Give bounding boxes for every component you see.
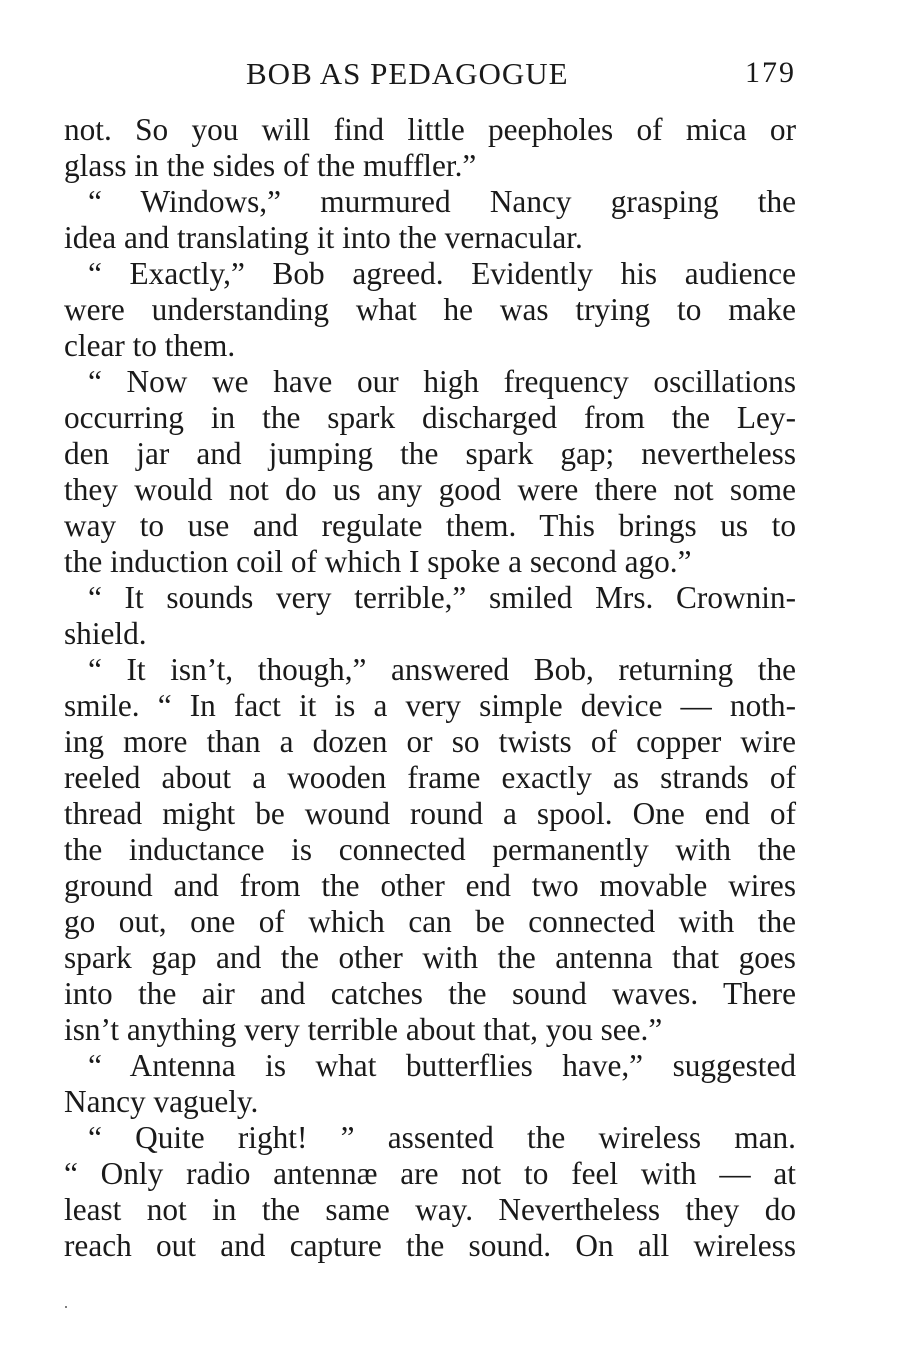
text-line: “ It isn’t, though,” answered Bob, returning the bbox=[88, 652, 796, 687]
text-line: the induction coil of which I spoke a second ago.” bbox=[64, 544, 692, 579]
text-line: reach out and capture the sound. On all wireless bbox=[64, 1228, 796, 1263]
text-line: occurring in the spark discharged from the Ley- bbox=[64, 400, 796, 435]
text-line: thread might be wound round a spool. One end of bbox=[64, 796, 796, 831]
text-line: “ Antenna is what butterflies have,” suggested bbox=[88, 1048, 796, 1083]
page-number: 179 bbox=[745, 56, 796, 89]
text-line: “ Now we have our high frequency oscillations bbox=[88, 364, 796, 399]
text-line: idea and translating it into the vernacular. bbox=[64, 220, 583, 255]
text-line: way to use and regulate them. This brings us to bbox=[64, 508, 796, 543]
text-line: “ Windows,” murmured Nancy grasping the bbox=[88, 184, 796, 219]
text-line: reeled about a wooden frame exactly as strands of bbox=[64, 760, 796, 795]
text-line: the inductance is connected permanently with the bbox=[64, 832, 796, 867]
text-line: go out, one of which can be connected with the bbox=[64, 904, 796, 939]
text-line: clear to them. bbox=[64, 328, 236, 363]
text-line: were understanding what he was trying to make bbox=[64, 292, 796, 327]
text-line: ing more than a dozen or so twists of copper wire bbox=[64, 724, 796, 759]
text-line: “ Only radio antennæ are not to feel with — at bbox=[64, 1156, 796, 1191]
text-line: “ It sounds very terrible,” smiled Mrs. Crownin- bbox=[88, 580, 796, 615]
text-line: “ Quite right! ” assented the wireless man. bbox=[88, 1120, 796, 1155]
print-speck bbox=[65, 1306, 67, 1308]
text-line: isn’t anything very terrible about that, you see.” bbox=[64, 1012, 663, 1047]
body-text bbox=[64, 112, 796, 1264]
text-line: spark gap and the other with the antenna that goes bbox=[64, 940, 796, 975]
text-line: into the air and catches the sound waves. There bbox=[64, 976, 796, 1011]
text-line: they would not do us any good were there not some bbox=[64, 472, 796, 507]
text-line: glass in the sides of the muffler.” bbox=[64, 148, 477, 183]
page-header bbox=[64, 56, 796, 96]
text-line: least not in the same way. Nevertheless they do bbox=[64, 1192, 796, 1227]
text-line: den jar and jumping the spark gap; nevertheless bbox=[64, 436, 796, 471]
text-line: smile. “ In fact it is a very simple device — noth- bbox=[64, 688, 796, 723]
text-line: ground and from the other end two movable wires bbox=[64, 868, 796, 903]
text-line: Nancy vaguely. bbox=[64, 1084, 259, 1119]
text-line: shield. bbox=[64, 616, 147, 651]
running-title: BOB AS PEDAGOGUE bbox=[246, 56, 569, 91]
text-line: “ Exactly,” Bob agreed. Evidently his audience bbox=[88, 256, 796, 291]
text-line: not. So you will find little peepholes of mica or bbox=[64, 112, 796, 147]
